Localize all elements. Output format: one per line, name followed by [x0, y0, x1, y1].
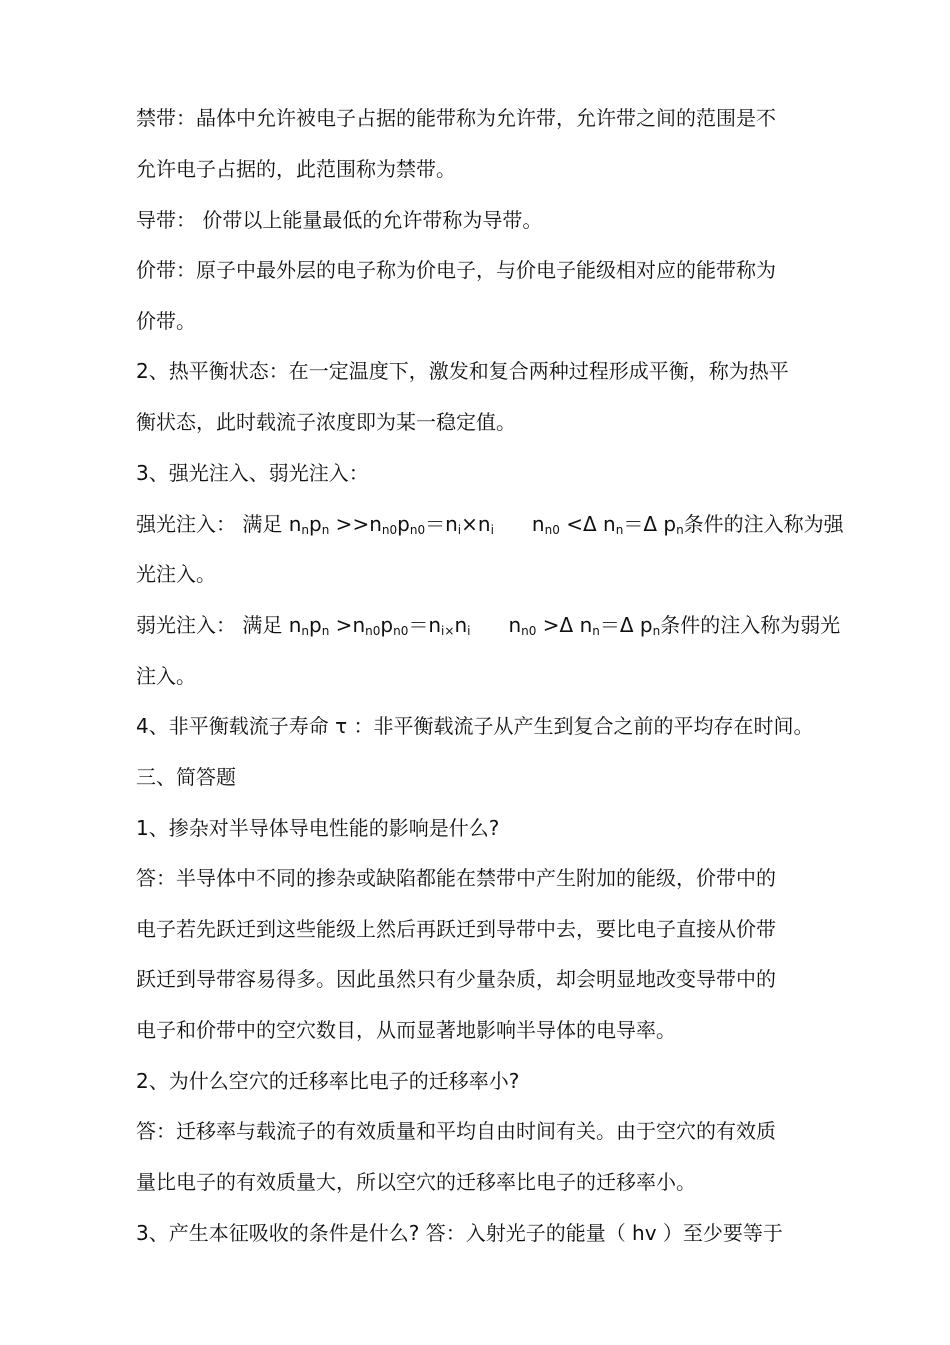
text-line: 4、非平衡载流子寿命 τ ：非平衡载流子从产生到复合之前的平均存在时间。 [136, 714, 814, 738]
weak-injection-line: 弱光注入： 满足 $n_np_n >n_{n0}p_{n0}=n_{i\times}n_i$ $n_{n0} >\Delta$ $n_n=\Delta$ $p_n$条件的注入称为弱光 [136, 613, 841, 638]
text-line: 价带。 [136, 309, 196, 333]
text-line: 3、强光注入、弱光注入： [136, 461, 369, 485]
text-line: 注入。 [136, 664, 196, 688]
section-heading: 三、简答题 [136, 765, 236, 789]
answer-line: 电子若先跃迁到这些能级上然后再跃迁到导带中去，要比电子直接从价带 [136, 917, 776, 941]
question-line: 2、为什么空穴的迁移率比电子的迁移率小? [136, 1069, 520, 1093]
strong-injection-line: 强光注入： 满足 $n_np_n >>n_{n0}p_{n0}=n_i\times n_i$ $n_{n0} <\Delta$ $n_n=\Delta$ $p_n$条件的注入称为强 [136, 512, 844, 537]
answer-line: 量比电子的有效质量大，所以空穴的迁移率比电子的迁移率小。 [136, 1170, 696, 1194]
answer-line: 答：半导体中不同的掺杂或缺陷都能在禁带中产生附加的能级，价带中的 [136, 866, 776, 890]
text-line: 光注入。 [136, 562, 216, 586]
question-line: 3、产生本征吸收的条件是什么? 答：入射光子的能量（ hv ）至少要等于 [136, 1221, 783, 1245]
text-line: 允许电子占据的，此范围称为禁带。 [136, 157, 456, 181]
answer-line: 电子和价带中的空穴数目，从而显著地影响半导体的电导率。 [136, 1018, 676, 1042]
text-line: 导带： 价带以上能量最低的允许带称为导带。 [136, 208, 543, 232]
text-line: 2、热平衡状态：在一定温度下，激发和复合两种过程形成平衡，称为热平 [136, 359, 789, 383]
answer-line: 答：迁移率与载流子的有效质量和平均自由时间有关。由于空穴的有效质 [136, 1119, 776, 1143]
text-line: 禁带：晶体中允许被电子占据的能带称为允许带，允许带之间的范围是不 [136, 106, 776, 130]
question-line: 1、掺杂对半导体导电性能的影响是什么? [136, 816, 500, 840]
text-line: 衡状态，此时载流子浓度即为某一稳定值。 [136, 410, 516, 434]
text-line: 价带：原子中最外层的电子称为价电子，与价电子能级相对应的能带称为 [136, 258, 776, 282]
answer-line: 跃迁到导带容易得多。因此虽然只有少量杂质，却会明显地改变导带中的 [136, 967, 776, 991]
